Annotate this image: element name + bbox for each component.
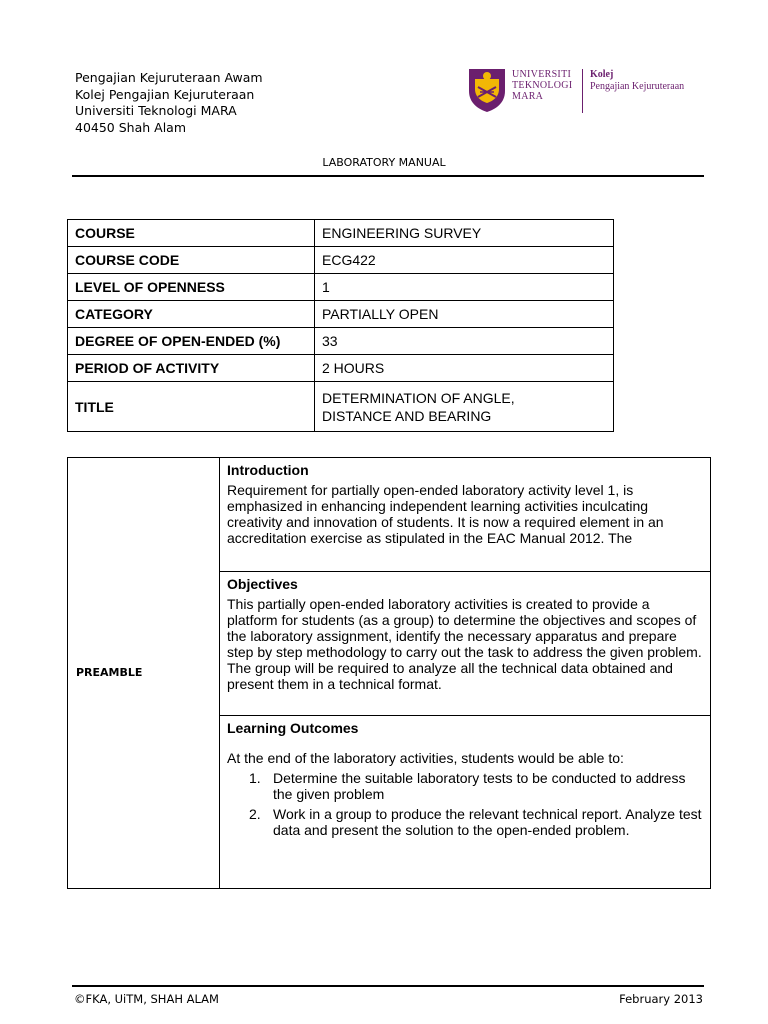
item-number: 2. xyxy=(249,806,261,822)
kolej-wordmark xyxy=(590,69,684,93)
wordmark-line: Pengajian Kejuruteraan xyxy=(590,81,685,92)
outcome-list xyxy=(227,770,703,838)
row-value: 2 HOURS xyxy=(315,355,614,382)
title-line: DETERMINATION OF ANGLE, xyxy=(322,389,515,406)
row-key: PERIOD OF ACTIVITY xyxy=(68,355,315,382)
learning-outcomes-section xyxy=(220,716,710,846)
title-line: DISTANCE AND BEARING xyxy=(322,407,492,424)
course-info-table xyxy=(67,219,614,432)
row-value: ENGINEERING SURVEY xyxy=(315,220,614,247)
section-heading: Objectives xyxy=(227,576,298,592)
preamble-label-cell xyxy=(68,458,220,888)
wordmark-line: MARA xyxy=(512,91,544,102)
objectives-section xyxy=(220,572,710,716)
address-line: Pengajian Kejuruteraan Awam xyxy=(75,70,263,85)
row-key: DEGREE OF OPEN-ENDED (%) xyxy=(68,328,315,355)
item-text: Determine the suitable laboratory tests to be conducted to address the given problem xyxy=(273,770,686,802)
address-line: 40450 Shah Alam xyxy=(75,119,187,135)
row-key: LEVEL OF OPENNESS xyxy=(68,274,315,301)
document-title: LABORATORY MANUAL xyxy=(322,156,446,169)
uitm-wordmark xyxy=(512,69,572,102)
row-key: CATEGORY xyxy=(68,301,315,328)
logo-divider xyxy=(582,69,583,113)
item-number: 1. xyxy=(249,770,261,786)
table-row xyxy=(68,355,614,382)
preamble-table xyxy=(67,457,711,889)
introduction-section xyxy=(220,458,710,572)
table-row xyxy=(68,328,614,355)
section-body: This partially open-ended laboratory activities is created to provide a platform for students (as a group) to determine the objectives and scopes of the laboratory assignment, identify the necessary apparatus and prepare step by step methodology to carry out the task to address the given problem. The group will be required to analyze all the technical data obtained and present them in a technical format. xyxy=(227,596,702,692)
address-line: Universiti Teknologi MARA xyxy=(75,103,237,118)
section-heading: Introduction xyxy=(227,462,309,478)
item-text: Work in a group to produce the relevant technical report. Analyze test data and present the solution to the open-ended problem. xyxy=(273,806,702,838)
list-item xyxy=(227,806,703,838)
footer-date: February 2013 xyxy=(619,992,703,1006)
row-value: ECG422 xyxy=(315,247,614,274)
preamble-label: PREAMBLE xyxy=(76,666,143,679)
row-value: PARTIALLY OPEN xyxy=(315,301,614,328)
table-row xyxy=(68,382,614,432)
row-value xyxy=(315,382,614,432)
section-lead: At the end of the laboratory activities, students would be able to: xyxy=(227,750,624,766)
uitm-crest-icon xyxy=(466,67,508,113)
institution-logo xyxy=(466,67,706,117)
section-body: Requirement for partially open-ended laboratory activity level 1, is emphasized in enhancing independent learning activities inculcating creativity and innovation of students. It is now a required element in an accreditation exercise as stipulated in the EAC Manual 2012. The xyxy=(227,482,664,546)
footer-rule xyxy=(72,985,704,987)
table-row xyxy=(68,301,614,328)
row-key: COURSE xyxy=(68,220,315,247)
footer-copyright: ©FKA, UiTM, SHAH ALAM xyxy=(74,992,219,1006)
row-key: TITLE xyxy=(68,382,315,432)
header-rule xyxy=(72,175,704,177)
address-line: Kolej Pengajian Kejuruteraan xyxy=(75,86,255,102)
table-row xyxy=(68,274,614,301)
row-value: 1 xyxy=(315,274,614,301)
wordmark-line: UNIVERSITI xyxy=(512,69,572,80)
list-item xyxy=(227,770,703,802)
table-row xyxy=(68,247,614,274)
section-heading: Learning Outcomes xyxy=(227,720,359,736)
wordmark-line: TEKNOLOGI xyxy=(512,80,573,91)
row-value: 33 xyxy=(315,328,614,355)
wordmark-line: Kolej xyxy=(590,69,614,80)
address-block xyxy=(75,70,263,136)
table-row xyxy=(68,220,614,247)
row-key: COURSE CODE xyxy=(68,247,315,274)
